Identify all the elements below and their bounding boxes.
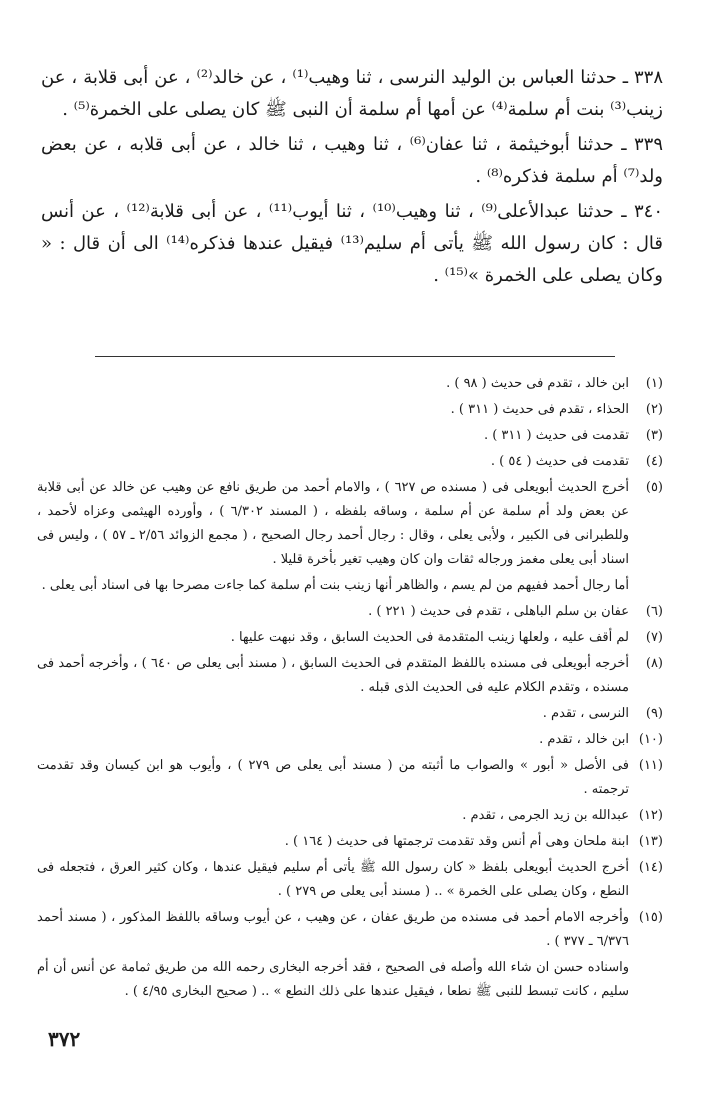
footnote bbox=[37, 804, 663, 828]
footnote-text: عفان بن سلم الباهلى ، تقدم فى حديث ( ٢٢١ ) . bbox=[368, 604, 629, 619]
footnote bbox=[37, 398, 663, 422]
footnote-text: النرسى ، تقدم . bbox=[542, 706, 629, 721]
footnote-number: (٧) bbox=[645, 630, 663, 645]
footnote bbox=[37, 372, 663, 396]
main-text bbox=[41, 62, 663, 295]
footnote-number: (٩) bbox=[645, 706, 663, 721]
page-number: ٣٧٢ bbox=[48, 1027, 81, 1051]
footnote bbox=[37, 424, 663, 448]
footnote-number: (٨) bbox=[645, 656, 663, 671]
hadith-339: ٣٣٩ ـ حدثنا أبوخيثمة ، ثنا عفان⁽⁶⁾ ، ثنا وهيب ، ثنا خالد ، عن أبى قلابه ، عن بعض ولد⁽⁷⁾ أم سلمة فذكره⁽⁸⁾ . bbox=[41, 134, 663, 187]
footnote-text: أخرج الحديث أبويعلى بلفظ « كان رسول الله ﷺ يأتى أم سليم فيقيل عندها ، وكان كثير العرق ، فتجعله فى النطع ، وكان يصلى على الخمرة » .. ( مسند أبى يعلى ص ٢٧٩ ) . bbox=[37, 860, 629, 899]
footnote bbox=[37, 754, 663, 802]
footnote-text: ابن خالد ، تقدم فى حديث ( ٩٨ ) . bbox=[446, 376, 629, 391]
hadith-340: ٣٤٠ ـ حدثنا عبدالأعلى⁽⁹⁾ ، ثنا وهيب⁽¹⁰⁾ ، ثنا أيوب⁽¹¹⁾ ، عن أبى قلابة⁽¹²⁾ ، عن أنس قال : كان رسول الله ﷺ يأتى أم سليم⁽¹³⁾ فيقيل عندها فذكره⁽¹⁴⁾ الى أن قال : « وكان يصلى على الخمرة »⁽¹⁵⁾ . bbox=[41, 201, 664, 286]
footnote-number bbox=[629, 956, 663, 1004]
footnote-text: واسناده حسن ان شاء الله وأصله فى الصحيح ، فقد أخرجه البخارى رحمه الله من طريق ثمامة عن أنس أن أم سليم ، كانت تبسط للنبى ﷺ نطعا ، فيقيل عندها على ذلك النطع » .. ( صحيح البخارى ٤/٩٥ ) . bbox=[37, 960, 629, 999]
footnote bbox=[37, 830, 663, 854]
footnote-text: ابن خالد ، تقدم . bbox=[539, 732, 629, 747]
footnote-number: (٥) bbox=[645, 480, 663, 495]
footnote-text: عبدالله بن زيد الجرمى ، تقدم . bbox=[462, 808, 629, 823]
footnote bbox=[37, 626, 663, 650]
footnote-number: (١٠) bbox=[638, 732, 663, 747]
hadith-338: ٣٣٨ ـ حدثنا العباس بن الوليد النرسى ، ثنا وهيب⁽¹⁾ ، عن خالد⁽²⁾ ، عن أبى قلابة ، عن زينب⁽³⁾ بنت أم سلمة⁽⁴⁾ عن أمها أم سلمة أن النبى ﷺ كان يصلى على الخمرة⁽⁵⁾ . bbox=[41, 67, 663, 120]
footnote-text: أما رجال أحمد ففيهم من لم يسم ، والظاهر أنها زينب بنت أم سلمة كما جاءت مصرحا بها فى اسناد أبى يعلى . bbox=[41, 578, 629, 593]
footnote-number: (١) bbox=[645, 376, 663, 391]
footnote-text: تقدمت فى حديث ( ٥٤ ) . bbox=[490, 454, 629, 469]
footnote-number: (١٥) bbox=[638, 910, 663, 925]
footnotes bbox=[37, 372, 663, 1006]
footnote-text: الحذاء ، تقدم فى حديث ( ٣١١ ) . bbox=[450, 402, 629, 417]
footnote-number: (١٤) bbox=[638, 860, 663, 875]
footnote-number: (٦) bbox=[645, 604, 663, 619]
footnote-divider bbox=[95, 356, 615, 357]
footnote-number: (٤) bbox=[645, 454, 663, 469]
footnote-number: (١١) bbox=[638, 758, 663, 773]
footnote-number: (٣) bbox=[645, 428, 663, 443]
footnote bbox=[37, 652, 663, 700]
footnote-number: (٢) bbox=[645, 402, 663, 417]
footnote bbox=[37, 856, 663, 904]
footnote-text: أخرجه أبويعلى فى مسنده باللفظ المتقدم فى الحديث السابق ، ( مسند أبى يعلى ص ٦٤٠ ) ، وأخرجه أحمد فى مسنده ، وتقدم الكلام عليه فى الحديث الذى قبله . bbox=[37, 656, 630, 695]
footnote bbox=[37, 574, 663, 598]
footnote-text: وأخرجه الامام أحمد فى مسنده من طريق عفان ، عن وهيب ، عن أيوب وساقه باللفظ المذكور ، ( مسند أحمد ٦/٣٧٦ ـ ٣٧٧ ) . bbox=[37, 910, 629, 949]
footnote-text: فى الأصل « أبور » والصواب ما أثبته من ( مسند أبى يعلى ص ٢٧٩ ) ، وأيوب هو ابن كيسان وقد تقدمت ترجمته . bbox=[37, 758, 630, 797]
footnote-number: (١٢) bbox=[638, 808, 663, 823]
footnote bbox=[37, 702, 663, 726]
footnote bbox=[37, 956, 663, 1004]
footnote bbox=[37, 906, 663, 954]
footnote-number bbox=[629, 574, 663, 598]
footnote bbox=[37, 476, 663, 572]
footnote-text: تقدمت فى حديث ( ٣١١ ) . bbox=[483, 428, 629, 443]
footnote bbox=[37, 600, 663, 624]
footnote-text: أخرج الحديث أبويعلى فى ( مسنده ص ٦٢٧ ) ، والامام أحمد من طريق نافع عن وهيب عن خالد عن أبى قلابة عن بعض ولد أم سلمة عن أم سلمة ، وساقه بلفظه ، ( المسند ٦/٣٠٢ ) ، وأورده الهيثمى وعزاه لأحمد ، وللطبرانى فى الكبير ، ولأبى يعلى ، وقال : رجال أحمد رجال الصحيح ، ( مجمع الزوائد ٢/٥٦ ـ ٥٧ ) ، وليس فى اسناد أبى يعلى مغمز ورجاله ثقات وان كان وهيب تغير بأخرة قليلا . bbox=[37, 480, 629, 567]
footnote bbox=[37, 728, 663, 752]
footnote-text: لم أقف عليه ، ولعلها زينب المتقدمة فى الحديث السابق ، وقد نبهت عليها . bbox=[230, 630, 629, 645]
footnote-number: (١٣) bbox=[638, 834, 663, 849]
footnote-text: ابنة ملحان وهى أم أنس وقد تقدمت ترجمتها فى حديث ( ١٦٤ ) . bbox=[284, 834, 629, 849]
footnote bbox=[37, 450, 663, 474]
